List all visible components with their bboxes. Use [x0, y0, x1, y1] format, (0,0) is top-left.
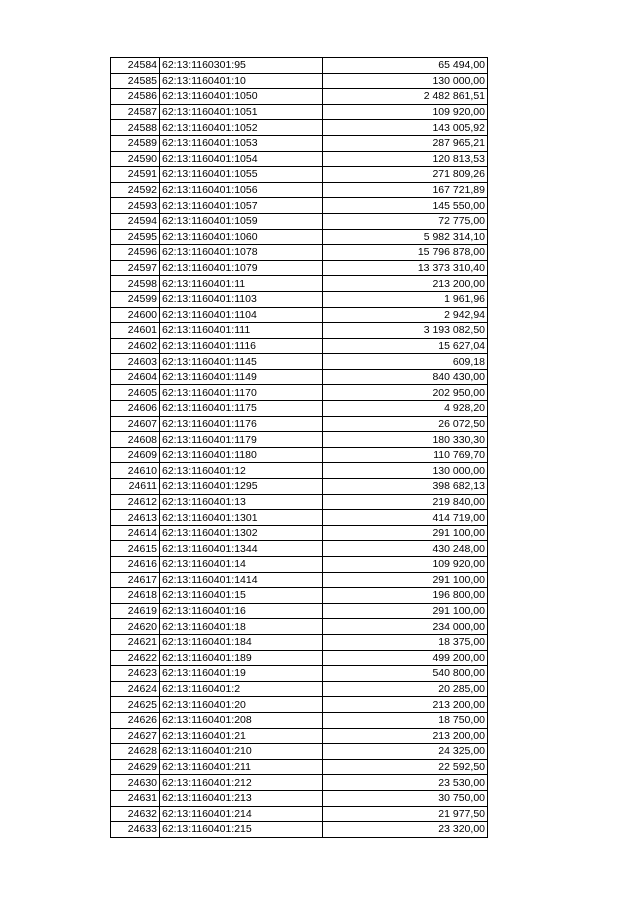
- table-row: [111, 120, 488, 136]
- row-number-cell: 24620: [111, 619, 160, 635]
- cadastral-number-cell: 62:13:1160401:15: [160, 588, 323, 604]
- table-row: [111, 697, 488, 713]
- row-number-cell: 24618: [111, 588, 160, 604]
- table-row: [111, 728, 488, 744]
- cadastral-number-cell: 62:13:1160401:1060: [160, 229, 323, 245]
- row-number-cell: 24588: [111, 120, 160, 136]
- cadastral-value-cell: 234 000,00: [323, 619, 488, 635]
- row-number-cell: 24592: [111, 182, 160, 198]
- row-number-cell: 24591: [111, 167, 160, 183]
- row-number-cell: 24625: [111, 697, 160, 713]
- cadastral-value-cell: 65 494,00: [323, 58, 488, 74]
- cadastral-number-cell: 62:13:1160401:1052: [160, 120, 323, 136]
- cadastral-value-cell: 291 100,00: [323, 603, 488, 619]
- row-number-cell: 24632: [111, 806, 160, 822]
- cadastral-number-cell: 62:13:1160401:1170: [160, 385, 323, 401]
- row-number-cell: 24622: [111, 650, 160, 666]
- cadastral-number-cell: 62:13:1160401:1145: [160, 354, 323, 370]
- cadastral-value-cell: 2 942,94: [323, 307, 488, 323]
- cadastral-number-cell: 62:13:1160401:11: [160, 276, 323, 292]
- cadastral-number-cell: 62:13:1160401:1302: [160, 525, 323, 541]
- cadastral-value-cell: 1 961,96: [323, 291, 488, 307]
- row-number-cell: 24633: [111, 822, 160, 838]
- row-number-cell: 24595: [111, 229, 160, 245]
- cadastral-value-cell: 145 550,00: [323, 198, 488, 214]
- table-row: [111, 260, 488, 276]
- table-row: [111, 681, 488, 697]
- row-number-cell: 24594: [111, 213, 160, 229]
- cadastral-value-cell: 22 592,50: [323, 759, 488, 775]
- cadastral-number-cell: 62:13:1160401:1180: [160, 447, 323, 463]
- cadastral-value-cell: 15 627,04: [323, 338, 488, 354]
- cadastral-number-cell: 62:13:1160401:208: [160, 712, 323, 728]
- table-row: [111, 416, 488, 432]
- cadastral-number-cell: 62:13:1160401:210: [160, 744, 323, 760]
- table-row: [111, 572, 488, 588]
- row-number-cell: 24609: [111, 447, 160, 463]
- table-row: [111, 806, 488, 822]
- row-number-cell: 24598: [111, 276, 160, 292]
- row-number-cell: 24614: [111, 525, 160, 541]
- cadastral-number-cell: 62:13:1160401:14: [160, 557, 323, 573]
- row-number-cell: 24608: [111, 432, 160, 448]
- cadastral-value-cell: 23 320,00: [323, 822, 488, 838]
- cadastral-number-cell: 62:13:1160401:20: [160, 697, 323, 713]
- table-row: [111, 73, 488, 89]
- table-row: [111, 323, 488, 339]
- table-row: [111, 276, 488, 292]
- cadastral-value-cell: 110 769,70: [323, 447, 488, 463]
- cadastral-value-cell: 30 750,00: [323, 790, 488, 806]
- table-row: [111, 401, 488, 417]
- cadastral-number-cell: 62:13:1160401:1116: [160, 338, 323, 354]
- cadastral-number-cell: 62:13:1160401:1103: [160, 291, 323, 307]
- cadastral-value-cell: 540 800,00: [323, 666, 488, 682]
- table-row: [111, 759, 488, 775]
- row-number-cell: 24628: [111, 744, 160, 760]
- cadastral-number-cell: 62:13:1160401:1053: [160, 135, 323, 151]
- table-row: [111, 385, 488, 401]
- cadastral-number-cell: 62:13:1160401:1059: [160, 213, 323, 229]
- cadastral-value-cell: 196 800,00: [323, 588, 488, 604]
- table-row: [111, 432, 488, 448]
- row-number-cell: 24619: [111, 603, 160, 619]
- row-number-cell: 24604: [111, 369, 160, 385]
- row-number-cell: 24611: [111, 479, 160, 495]
- table-row: [111, 229, 488, 245]
- cadastral-number-cell: 62:13:1160401:1175: [160, 401, 323, 417]
- row-number-cell: 24584: [111, 58, 160, 74]
- cadastral-number-cell: 62:13:1160401:1414: [160, 572, 323, 588]
- cadastral-value-cell: 24 325,00: [323, 744, 488, 760]
- table-row: [111, 369, 488, 385]
- cadastral-value-cell: 13 373 310,40: [323, 260, 488, 276]
- cadastral-number-cell: 62:13:1160401:1079: [160, 260, 323, 276]
- cadastral-number-cell: 62:13:1160401:1176: [160, 416, 323, 432]
- table-row: [111, 463, 488, 479]
- cadastral-value-cell: 219 840,00: [323, 494, 488, 510]
- table-row: [111, 650, 488, 666]
- cadastral-number-cell: 62:13:1160401:19: [160, 666, 323, 682]
- cadastral-number-cell: 62:13:1160401:1056: [160, 182, 323, 198]
- table-row: [111, 712, 488, 728]
- row-number-cell: 24599: [111, 291, 160, 307]
- row-number-cell: 24606: [111, 401, 160, 417]
- row-number-cell: 24615: [111, 541, 160, 557]
- cadastral-value-cell: 271 809,26: [323, 167, 488, 183]
- cadastral-value-cell: 291 100,00: [323, 572, 488, 588]
- cadastral-value-cell: 398 682,13: [323, 479, 488, 495]
- table-row: [111, 167, 488, 183]
- cadastral-value-cell: 130 000,00: [323, 73, 488, 89]
- row-number-cell: 24617: [111, 572, 160, 588]
- row-number-cell: 24623: [111, 666, 160, 682]
- cadastral-number-cell: 62:13:1160401:18: [160, 619, 323, 635]
- cadastral-number-cell: 62:13:1160401:1104: [160, 307, 323, 323]
- cadastral-number-cell: 62:13:1160401:1295: [160, 479, 323, 495]
- cadastral-value-cell: 5 982 314,10: [323, 229, 488, 245]
- cadastral-value-cell: 430 248,00: [323, 541, 488, 557]
- cadastral-number-cell: 62:13:1160401:212: [160, 775, 323, 791]
- cadastral-value-cell: 3 193 082,50: [323, 323, 488, 339]
- table-row: [111, 182, 488, 198]
- table-row: [111, 354, 488, 370]
- cadastral-number-cell: 62:13:1160401:16: [160, 603, 323, 619]
- cadastral-number-cell: 62:13:1160301:95: [160, 58, 323, 74]
- cadastral-number-cell: 62:13:1160401:1149: [160, 369, 323, 385]
- row-number-cell: 24630: [111, 775, 160, 791]
- table-row: [111, 213, 488, 229]
- row-number-cell: 24596: [111, 245, 160, 261]
- cadastral-number-cell: 62:13:1160401:215: [160, 822, 323, 838]
- table-row: [111, 666, 488, 682]
- table-row: [111, 557, 488, 573]
- cadastral-value-cell: 213 200,00: [323, 697, 488, 713]
- table-row: [111, 151, 488, 167]
- table-row: [111, 634, 488, 650]
- cadastral-value-cell: 15 796 878,00: [323, 245, 488, 261]
- cadastral-number-cell: 62:13:1160401:13: [160, 494, 323, 510]
- table-row: [111, 198, 488, 214]
- cadastral-value-cell: 18 375,00: [323, 634, 488, 650]
- cadastral-number-cell: 62:13:1160401:1179: [160, 432, 323, 448]
- cadastral-number-cell: 62:13:1160401:1055: [160, 167, 323, 183]
- cadastral-value-cell: 109 920,00: [323, 557, 488, 573]
- cadastral-number-cell: 62:13:1160401:1057: [160, 198, 323, 214]
- table-row: [111, 479, 488, 495]
- row-number-cell: 24627: [111, 728, 160, 744]
- cadastral-number-cell: 62:13:1160401:184: [160, 634, 323, 650]
- table-row: [111, 135, 488, 151]
- cadastral-number-cell: 62:13:1160401:10: [160, 73, 323, 89]
- table-row: [111, 822, 488, 838]
- cadastral-value-cell: 120 813,53: [323, 151, 488, 167]
- table-row: [111, 494, 488, 510]
- cadastral-number-cell: 62:13:1160401:12: [160, 463, 323, 479]
- table-row: [111, 588, 488, 604]
- cadastral-value-cell: 72 775,00: [323, 213, 488, 229]
- cadastral-value-cell: 21 977,50: [323, 806, 488, 822]
- row-number-cell: 24601: [111, 323, 160, 339]
- cadastral-value-cell: 18 750,00: [323, 712, 488, 728]
- row-number-cell: 24605: [111, 385, 160, 401]
- table-row: [111, 603, 488, 619]
- cadastral-value-cell: 23 530,00: [323, 775, 488, 791]
- row-number-cell: 24631: [111, 790, 160, 806]
- table-row: [111, 619, 488, 635]
- cadastral-number-cell: 62:13:1160401:213: [160, 790, 323, 806]
- row-number-cell: 24612: [111, 494, 160, 510]
- cadastral-value-cell: 414 719,00: [323, 510, 488, 526]
- cadastral-value-cell: 287 965,21: [323, 135, 488, 151]
- cadastral-value-cell: 180 330,30: [323, 432, 488, 448]
- table-row: [111, 307, 488, 323]
- table-body: [111, 58, 488, 838]
- cadastral-value-cell: 2 482 861,51: [323, 89, 488, 105]
- cadastral-number-cell: 62:13:1160401:214: [160, 806, 323, 822]
- table-row: [111, 744, 488, 760]
- row-number-cell: 24616: [111, 557, 160, 573]
- cadastral-number-cell: 62:13:1160401:1054: [160, 151, 323, 167]
- cadastral-value-cell: 213 200,00: [323, 728, 488, 744]
- cadastral-value-cell: 109 920,00: [323, 104, 488, 120]
- row-number-cell: 24586: [111, 89, 160, 105]
- cadastral-value-cell: 499 200,00: [323, 650, 488, 666]
- row-number-cell: 24621: [111, 634, 160, 650]
- table-row: [111, 104, 488, 120]
- row-number-cell: 24629: [111, 759, 160, 775]
- cadastral-value-cell: 840 430,00: [323, 369, 488, 385]
- cadastral-number-cell: 62:13:1160401:2: [160, 681, 323, 697]
- row-number-cell: 24600: [111, 307, 160, 323]
- cadastral-value-cell: 213 200,00: [323, 276, 488, 292]
- cadastral-number-cell: 62:13:1160401:21: [160, 728, 323, 744]
- table-row: [111, 790, 488, 806]
- cadastral-value-cell: 291 100,00: [323, 525, 488, 541]
- table-row: [111, 245, 488, 261]
- cadastral-value-table: [110, 57, 488, 838]
- table-row: [111, 58, 488, 74]
- row-number-cell: 24607: [111, 416, 160, 432]
- cadastral-value-cell: 167 721,89: [323, 182, 488, 198]
- cadastral-value-cell: 202 950,00: [323, 385, 488, 401]
- row-number-cell: 24602: [111, 338, 160, 354]
- cadastral-number-cell: 62:13:1160401:1301: [160, 510, 323, 526]
- row-number-cell: 24624: [111, 681, 160, 697]
- cadastral-value-cell: 143 005,92: [323, 120, 488, 136]
- row-number-cell: 24603: [111, 354, 160, 370]
- cadastral-value-cell: 26 072,50: [323, 416, 488, 432]
- row-number-cell: 24597: [111, 260, 160, 276]
- row-number-cell: 24587: [111, 104, 160, 120]
- table-row: [111, 541, 488, 557]
- row-number-cell: 24590: [111, 151, 160, 167]
- row-number-cell: 24585: [111, 73, 160, 89]
- cadastral-number-cell: 62:13:1160401:1344: [160, 541, 323, 557]
- table-row: [111, 447, 488, 463]
- cadastral-value-cell: 130 000,00: [323, 463, 488, 479]
- cadastral-value-cell: 20 285,00: [323, 681, 488, 697]
- table-row: [111, 510, 488, 526]
- table-row: [111, 291, 488, 307]
- row-number-cell: 24610: [111, 463, 160, 479]
- cadastral-number-cell: 62:13:1160401:1050: [160, 89, 323, 105]
- table-row: [111, 775, 488, 791]
- cadastral-number-cell: 62:13:1160401:189: [160, 650, 323, 666]
- row-number-cell: 24613: [111, 510, 160, 526]
- table-row: [111, 525, 488, 541]
- cadastral-number-cell: 62:13:1160401:1051: [160, 104, 323, 120]
- table-row: [111, 89, 488, 105]
- row-number-cell: 24626: [111, 712, 160, 728]
- table-row: [111, 338, 488, 354]
- cadastral-number-cell: 62:13:1160401:211: [160, 759, 323, 775]
- row-number-cell: 24593: [111, 198, 160, 214]
- cadastral-value-cell: 609,18: [323, 354, 488, 370]
- cadastral-number-cell: 62:13:1160401:1078: [160, 245, 323, 261]
- row-number-cell: 24589: [111, 135, 160, 151]
- cadastral-value-cell: 4 928,20: [323, 401, 488, 417]
- cadastral-number-cell: 62:13:1160401:111: [160, 323, 323, 339]
